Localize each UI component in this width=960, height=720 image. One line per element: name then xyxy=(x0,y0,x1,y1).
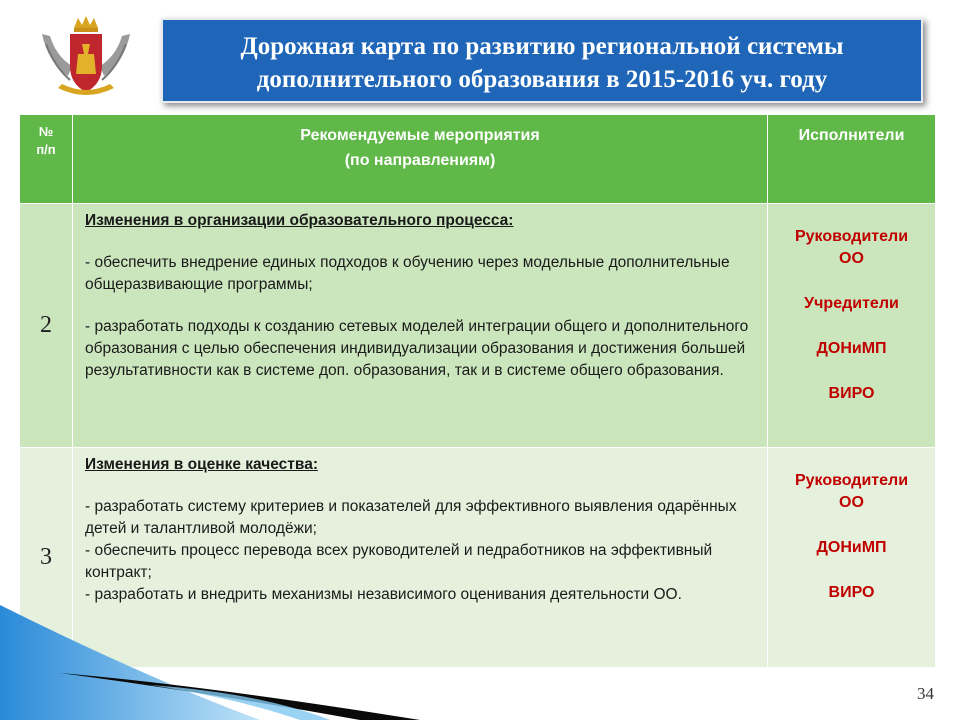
row-content xyxy=(73,204,768,448)
header-number-abbr: п/п xyxy=(36,142,56,157)
header-number-symbol: № xyxy=(38,124,54,139)
executor-item: Учредители xyxy=(804,295,899,312)
table-row xyxy=(20,204,936,448)
executor-item: ДОНиМП xyxy=(816,539,887,556)
header-activities xyxy=(73,115,768,204)
title-line-2: дополнительного образования в 2015-2016 уч. году xyxy=(256,66,828,93)
title-line-1: Дорожная карта по развитию региональной системы xyxy=(240,33,844,60)
row-number: 3 xyxy=(20,448,73,668)
executor-item: ВИРО xyxy=(828,385,875,402)
row-item: - обеспечить внедрение единых подходов к обучению через модельные дополнительные общеразвивающие программы; xyxy=(85,254,730,293)
executor-item: ВИРО xyxy=(828,584,875,601)
row-heading: Изменения в оценке качества: xyxy=(85,456,318,473)
row-item: - обеспечить процесс перевода всех руководителей и педработников на эффективный контракт; xyxy=(85,542,713,581)
header-activities-line2: (по направлениям) xyxy=(344,152,496,169)
page-number: 34 xyxy=(917,684,934,703)
executor-item: Руководители ОО xyxy=(794,472,909,511)
slide-title xyxy=(161,18,923,103)
row-executors xyxy=(768,448,936,668)
header-number xyxy=(20,115,73,204)
row-item: - разработать и внедрить механизмы независимого оценивания деятельности ОО. xyxy=(85,586,682,603)
row-item: - разработать подходы к созданию сетевых моделей интеграции общего и дополнительного образования с целью обеспечения индивидуализации образования и достижения большей результативности как в системе доп. образования, так и в системе общего образования. xyxy=(85,318,749,379)
row-number: 2 xyxy=(20,204,73,448)
corner-swoosh-decoration xyxy=(0,575,420,720)
table-header-row xyxy=(20,115,936,204)
row-heading: Изменения в организации образовательного процесса: xyxy=(85,212,514,229)
header-activities-line1: Рекомендуемые мероприятия xyxy=(300,127,540,144)
row-item: - разработать систему критериев и показателей для эффективного выявления одарённых детей и талантливой молодёжи; xyxy=(85,498,737,537)
row-executors xyxy=(768,204,936,448)
header-executors: Исполнители xyxy=(768,115,936,204)
executor-item: Руководители ОО xyxy=(794,228,909,267)
executor-item: ДОНиМП xyxy=(816,340,887,357)
coat-of-arms-logo xyxy=(38,14,134,102)
